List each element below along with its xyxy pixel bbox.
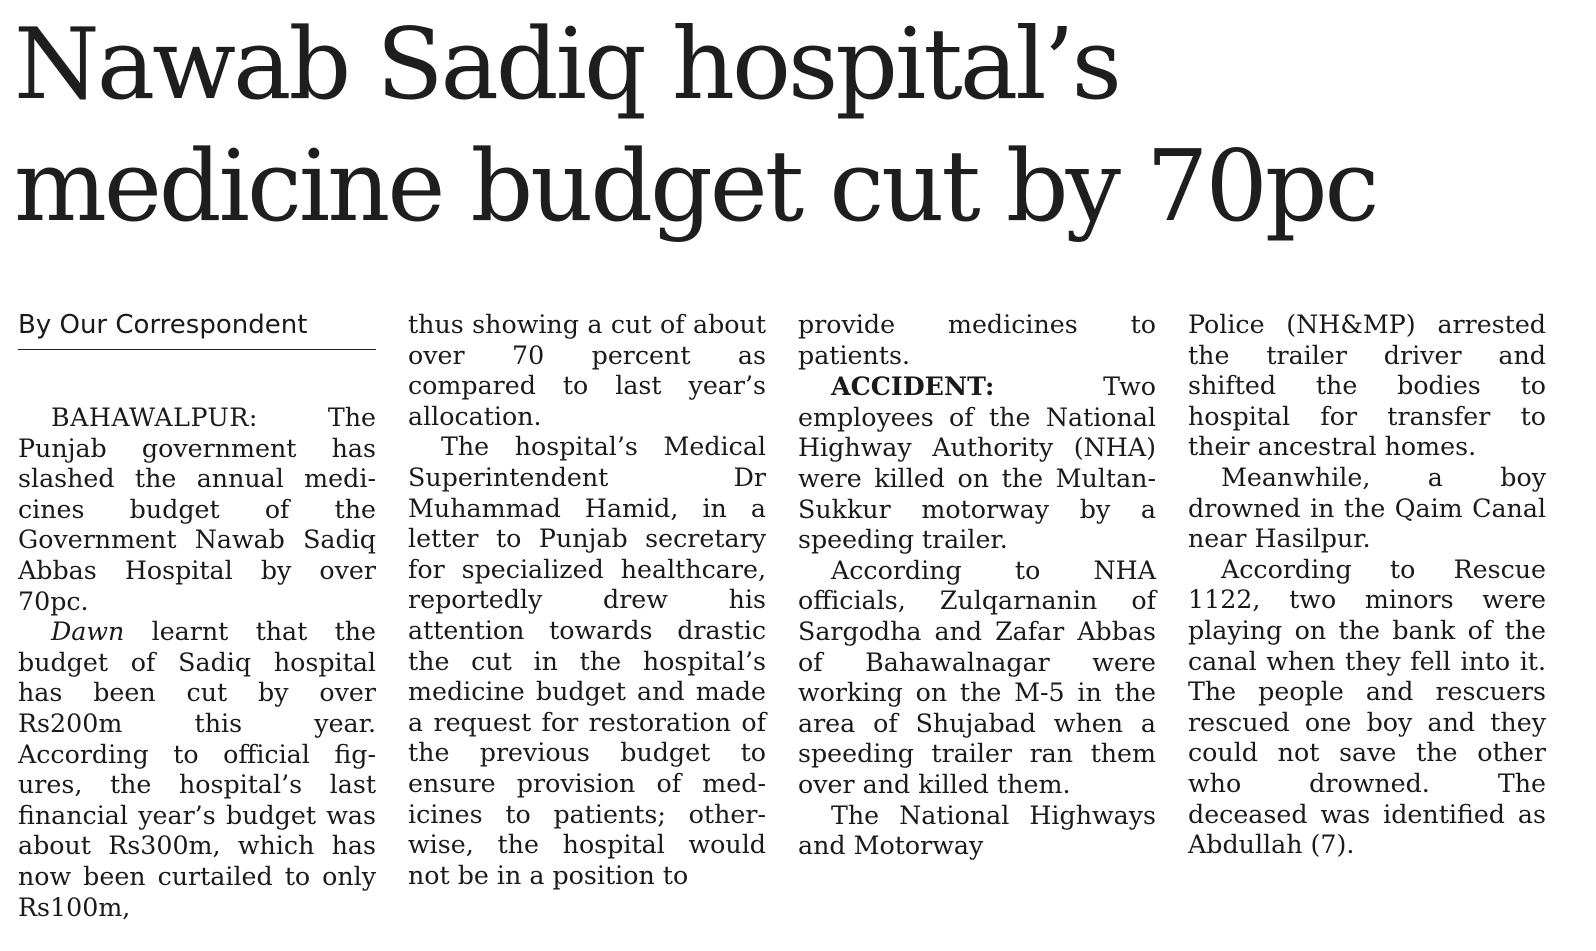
article-column-1 [18,310,376,923]
article-column-3 [798,310,1156,862]
paragraph-nha-officials: According to NHA officials, Zulqarnanin of Sargodha and Zafar Abbas of Bahawalnagar were working on the M-5 in the area of Shujabad when a speeding trailer ran them over and killed them. [798,555,1156,799]
paragraph-police-continued: Police (NH&MP) arrested the trailer driver and shifted the bodies to hospital for transfer to their ancestral homes. [1188,310,1546,462]
paragraph-rescue: According to Rescue 1122, two minors were playing on the bank of the canal when they fell into it. The people and rescuers rescued one boy and they could not save the other who drowned. The deceased was identified as Abdullah (7). [1188,554,1546,860]
paragraph-2-text: learnt that the budget of Sadiq hospital has been cut by over Rs200m this year. According to official figures, the hospital’s last financial year’s budget was about Rs300m, which has now been curtailed to only Rs100m, [18,617,376,922]
headline [14,4,1584,248]
paragraph-dawn [18,617,376,923]
headline-line-2: medicine budget cut by 70pc [14,130,1377,244]
byline: By Our Correspondent [18,310,376,350]
headline-line-1: Nawab Sadiq hospital’s [14,8,1119,122]
paragraph-1-text: The Punjab government has slashed the annual medicines budget of the Government Nawab Sadiq Abbas Hospital by over 70pc. [18,403,376,616]
paragraph-drowning: Meanwhile, a boy drowned in the Qaim Canal near Hasilpur. [1188,462,1546,554]
section-label-accident: ACCIDENT: [831,371,995,402]
article-column-2 [408,310,766,891]
publication-name: Dawn [51,617,125,647]
paragraph-3-continued: provide medicines to patients. [798,310,1156,370]
paragraph-dateline [18,403,376,617]
paragraph-4-text: Two employees of the National Highway Authority (NHA) were killed on the Multan-Sukkur motorway by a speeding trailer. [798,372,1156,555]
dateline: BAHAWALPUR: [51,403,258,432]
paragraph-accident [798,371,1156,556]
paragraph-medical-superintendent: The hospital’s Medical Superintendent Dr Muhammad Hamid, in a letter to Punjab secretary for specialized healthcare, reportedly drew his attention towards drastic the cut in the hospital’s medicine budget and made a request for restoration of the previous budget to ensure provision of medicines to patients; otherwise, the hospital would not be in a position to [408,432,766,890]
article-column-4 [1188,310,1546,861]
paragraph-police-start: The National Highways and Motorway [798,800,1156,861]
paragraph-2-continued: thus showing a cut of about over 70 percent as compared to last year’s allocation. [408,310,766,431]
